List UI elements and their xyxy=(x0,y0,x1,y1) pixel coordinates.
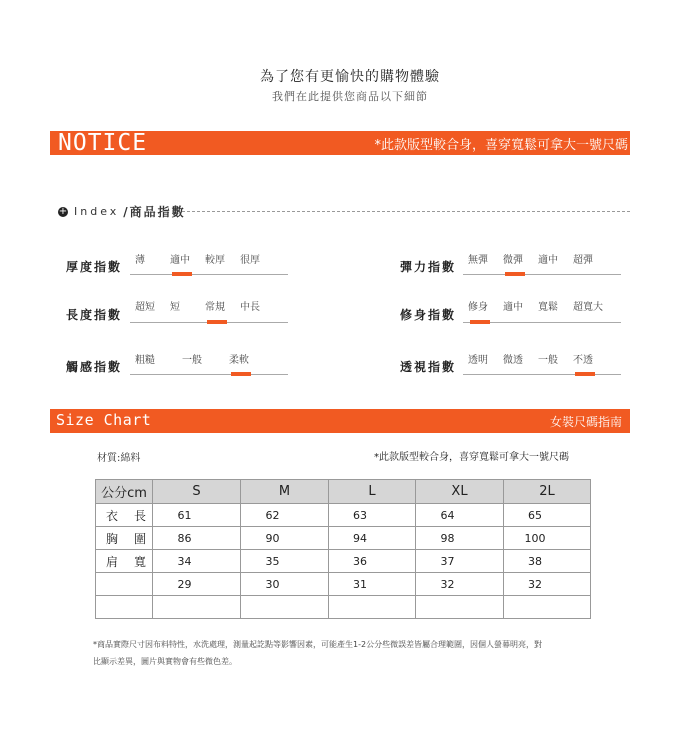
indicator-option: 微透 xyxy=(503,355,523,366)
indicator-option: 微彈 xyxy=(503,255,523,266)
fit-note: *此款版型較合身，喜穿寬鬆可拿大一號尺碼 xyxy=(374,452,569,463)
size-chart-label: Size Chart xyxy=(56,411,152,429)
table-cell xyxy=(329,596,416,619)
size-table-header-cell: L xyxy=(329,480,416,504)
indicator-selected-marker xyxy=(575,372,595,376)
indicator-option: 一般 xyxy=(538,355,558,366)
indicator-option: 超彈 xyxy=(573,255,593,266)
table-cell: 衣 長 xyxy=(96,504,153,527)
table-row xyxy=(96,596,591,619)
indicator-option: 超寬大 xyxy=(573,302,603,313)
page-subtitle: 我們在此提供您商品以下細節 xyxy=(272,90,428,103)
size-table xyxy=(95,479,591,619)
table-cell xyxy=(416,596,504,619)
indicator-track xyxy=(463,374,621,375)
table-cell: 63 xyxy=(329,504,416,527)
table-cell: 65 xyxy=(504,504,591,527)
notice-label: NOTICE xyxy=(58,130,148,156)
table-cell: 38 xyxy=(504,550,591,573)
indicator-option: 透明 xyxy=(468,355,488,366)
indicator-selected-marker xyxy=(207,320,227,324)
size-table-header-cell: 公分cm xyxy=(96,480,153,504)
table-cell: 61 xyxy=(153,504,241,527)
indicator-option: 較厚 xyxy=(205,255,225,266)
indicator-option: 超短 xyxy=(135,302,155,313)
indicator-track xyxy=(130,274,288,275)
indicator-label: 長度指數 xyxy=(66,308,123,322)
table-cell: 62 xyxy=(241,504,329,527)
table-cell: 100 xyxy=(504,527,591,550)
page-title: 為了您有更愉快的購物體驗 xyxy=(260,69,440,85)
indicator-track xyxy=(463,274,621,275)
index-heading xyxy=(58,203,186,220)
size-guide-label: 女裝尺碼指南 xyxy=(549,415,622,429)
material-text: 材質:綿料 xyxy=(97,453,141,464)
table-cell xyxy=(96,573,153,596)
index-label-en: Index xyxy=(74,205,120,218)
indicator-option: 不透 xyxy=(573,355,593,366)
footnote-line-1: *商品實際尺寸因布料特性，水洗處理，測量起訖點等影響因素，可能產生1-2公分些微誤差皆屬合理範圍，因個人螢幕明亮，對 xyxy=(93,640,543,649)
table-cell: 90 xyxy=(241,527,329,550)
table-cell xyxy=(96,596,153,619)
table-cell: 胸 圍 xyxy=(96,527,153,550)
indicator-selected-marker xyxy=(505,272,525,276)
table-cell: 31 xyxy=(329,573,416,596)
indicator-option: 修身 xyxy=(468,302,488,313)
table-cell: 34 xyxy=(153,550,241,573)
plus-circle-icon: + xyxy=(58,205,68,217)
table-row xyxy=(96,573,591,596)
size-table-header-cell: XL xyxy=(416,480,504,504)
table-cell: 肩 寬 xyxy=(96,550,153,573)
indicator-label: 修身指數 xyxy=(400,308,457,322)
table-cell: 36 xyxy=(329,550,416,573)
size-table-header-cell: S xyxy=(153,480,241,504)
indicator-selected-marker xyxy=(172,272,192,276)
indicator-option: 適中 xyxy=(170,255,190,266)
table-row xyxy=(96,527,591,550)
index-divider xyxy=(182,211,630,212)
indicator-label: 透視指數 xyxy=(400,360,457,374)
indicator-option: 適中 xyxy=(538,255,558,266)
table-row xyxy=(96,550,591,573)
table-cell: 86 xyxy=(153,527,241,550)
indicator-option: 很厚 xyxy=(240,255,260,266)
indicator-selected-marker xyxy=(470,320,490,324)
footnote xyxy=(93,636,593,670)
indicator-label: 觸感指數 xyxy=(66,360,123,374)
size-chart-banner xyxy=(50,409,630,433)
size-table-header xyxy=(96,480,591,504)
indicator-label: 厚度指數 xyxy=(66,260,123,274)
size-table-header-cell: M xyxy=(241,480,329,504)
indicator-option: 柔軟 xyxy=(229,355,249,366)
table-cell: 30 xyxy=(241,573,329,596)
indicator-option: 無彈 xyxy=(468,255,488,266)
table-cell xyxy=(153,596,241,619)
table-row xyxy=(96,504,591,527)
table-cell: 94 xyxy=(329,527,416,550)
indicator-option: 寬鬆 xyxy=(538,302,558,313)
indicator-option: 粗糙 xyxy=(135,355,155,366)
indicator-selected-marker xyxy=(231,372,251,376)
indicator-option: 一般 xyxy=(182,355,202,366)
notice-text: *此款版型較合身，喜穿寬鬆可拿大一號尺碼 xyxy=(374,138,628,153)
indicator-option: 常規 xyxy=(205,302,225,313)
indicator-option: 適中 xyxy=(503,302,523,313)
table-cell: 29 xyxy=(153,573,241,596)
table-cell: 32 xyxy=(504,573,591,596)
footnote-line-2: 比顯示差異，圖片與實物會有些微色差。 xyxy=(93,657,237,666)
index-label-zh: /商品指數 xyxy=(123,205,186,219)
indicator-label: 彈力指數 xyxy=(400,260,457,274)
indicator-option: 薄 xyxy=(135,255,145,266)
table-cell: 64 xyxy=(416,504,504,527)
table-cell: 35 xyxy=(241,550,329,573)
table-cell xyxy=(504,596,591,619)
table-cell: 98 xyxy=(416,527,504,550)
indicator-option: 短 xyxy=(170,302,180,313)
table-cell xyxy=(241,596,329,619)
notice-banner xyxy=(50,131,630,155)
indicator-track xyxy=(130,374,288,375)
indicator-option: 中長 xyxy=(240,302,260,313)
table-cell: 32 xyxy=(416,573,504,596)
size-table-header-cell: 2L xyxy=(504,480,591,504)
table-cell: 37 xyxy=(416,550,504,573)
